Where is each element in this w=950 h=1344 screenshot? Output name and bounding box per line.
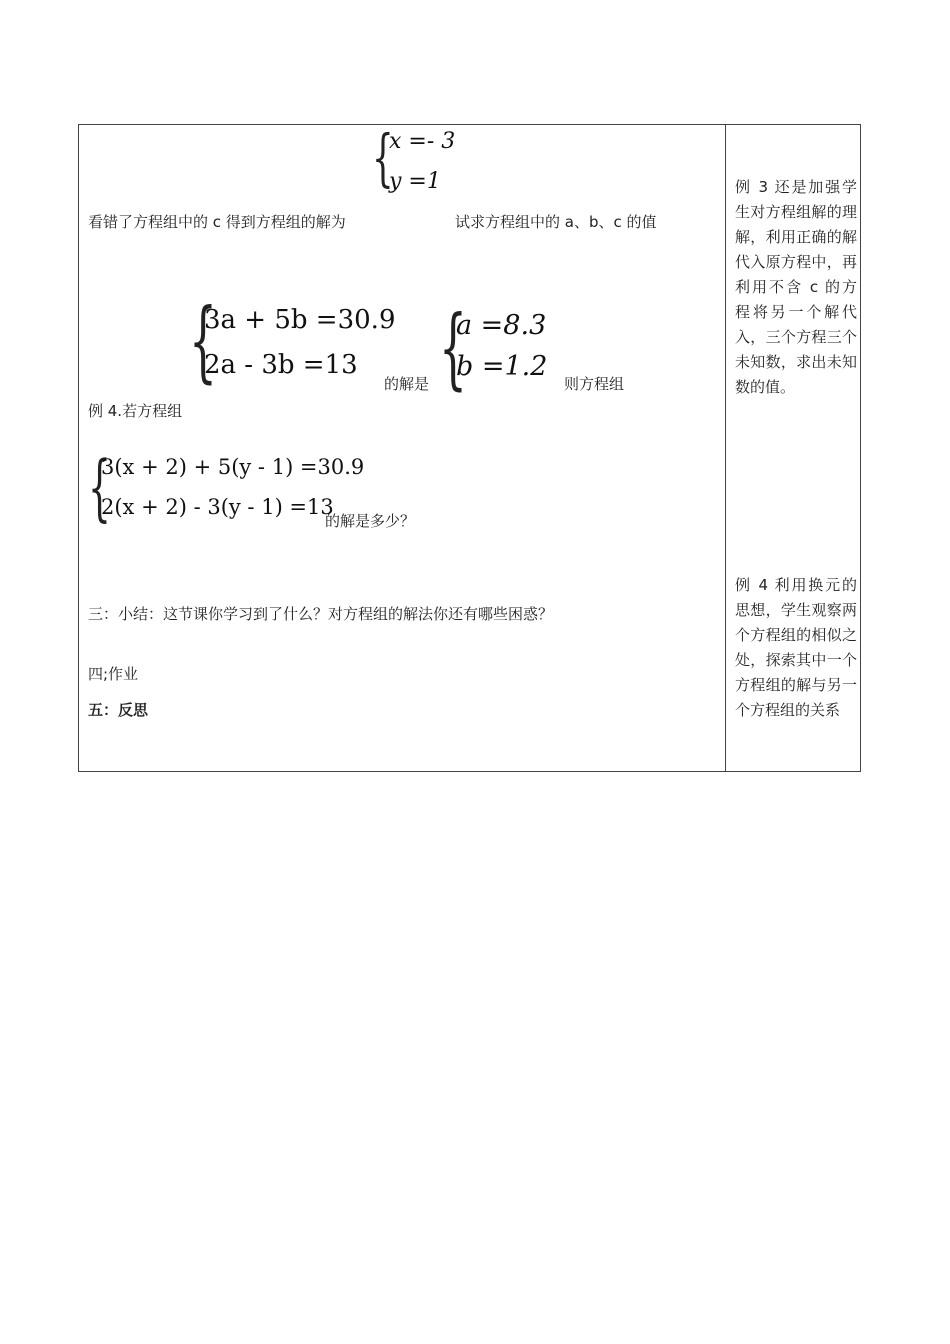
- section-reflection: 五：反思: [88, 701, 149, 719]
- section-homework: 四;作业: [88, 665, 139, 683]
- teaching-note-example4: 例 4 利用换元的思想，学生观察两个方程组的相似之处，探索其中一个方程组的解与另一个方程组的关系: [735, 576, 857, 719]
- find-values-text: 试求方程组中的 a、b、c 的值: [455, 213, 657, 231]
- column-divider: [725, 125, 726, 771]
- system-xy-line1: x =- 3: [389, 129, 456, 154]
- section-summary: 三：小结：这节课你学习到了什么？对方程组的解法你还有哪些困惑？: [88, 605, 554, 623]
- system-xy2-line1: 3(x + 2) + 5(y - 1) =30.9: [101, 455, 365, 479]
- brace-icon: {: [189, 289, 217, 392]
- teaching-note-example3: 例 3 还是加强学生对方程组解的理解，利用正确的解代入原方程中，再利用不含 c 的方程将另一个解代入，三个方程三个未知数，求出未知数的值。: [735, 178, 857, 396]
- solution-ab-line1: a =8.3: [456, 310, 547, 341]
- brace-icon: {: [439, 296, 467, 399]
- system-xy2-line2: 2(x + 2) - 3(y - 1) =13: [101, 495, 334, 519]
- misread-text: 看错了方程组中的 c 得到方程组的解为: [88, 213, 346, 231]
- system-xy-line2: y =1: [389, 169, 441, 194]
- solution-ab-line2: b =1.2: [456, 351, 548, 382]
- brace-icon: {: [372, 121, 394, 194]
- what-solution-text: 的解是多少？: [325, 512, 416, 530]
- then-system-text: 则方程组: [564, 375, 625, 393]
- lesson-table: [78, 121, 861, 772]
- solution-is-text: 的解是: [384, 375, 430, 393]
- system-ab-line1: 3a + 5b =30.9: [204, 305, 396, 335]
- example4-label: 例 4.若方程组: [88, 402, 183, 420]
- system-ab-line2: 2a - 3b =13: [204, 350, 358, 380]
- brace-icon: {: [88, 445, 111, 529]
